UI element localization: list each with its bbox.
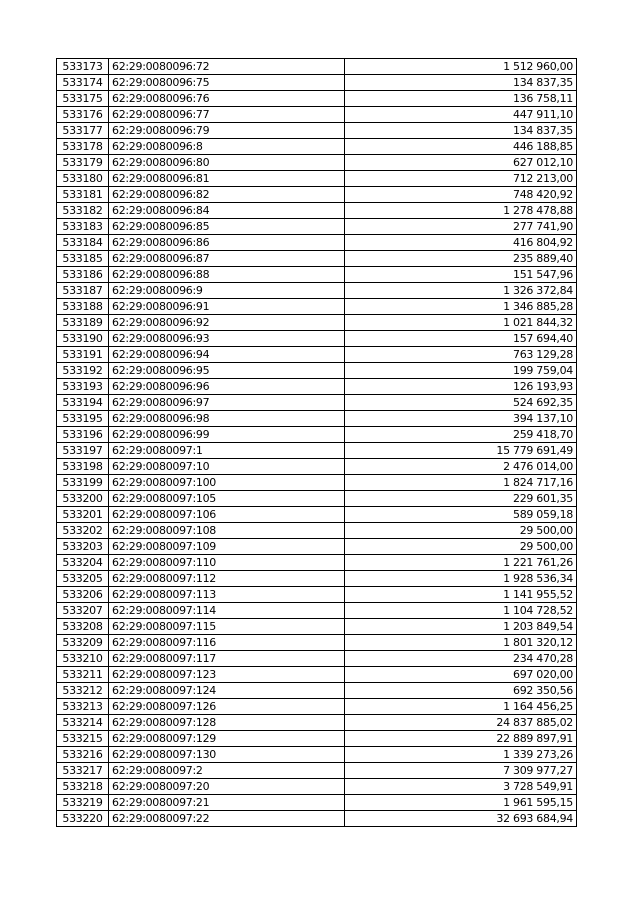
cadastral-number-cell: 62:29:0080097:114 bbox=[109, 603, 345, 619]
table-row bbox=[57, 203, 577, 219]
value-cell: 136 758,11 bbox=[345, 91, 577, 107]
cadastral-number-cell: 62:29:0080097:112 bbox=[109, 571, 345, 587]
table-row bbox=[57, 539, 577, 555]
row-id-cell: 533199 bbox=[57, 475, 109, 491]
cadastral-number-cell: 62:29:0080097:106 bbox=[109, 507, 345, 523]
value-cell: 15 779 691,49 bbox=[345, 443, 577, 459]
table-row bbox=[57, 331, 577, 347]
table-row bbox=[57, 139, 577, 155]
table-row bbox=[57, 363, 577, 379]
table-row bbox=[57, 475, 577, 491]
value-cell: 447 911,10 bbox=[345, 107, 577, 123]
cadastral-number-cell: 62:29:0080096:9 bbox=[109, 283, 345, 299]
cadastral-number-cell: 62:29:0080096:75 bbox=[109, 75, 345, 91]
row-id-cell: 533181 bbox=[57, 187, 109, 203]
row-id-cell: 533204 bbox=[57, 555, 109, 571]
value-cell: 748 420,92 bbox=[345, 187, 577, 203]
cadastral-number-cell: 62:29:0080096:81 bbox=[109, 171, 345, 187]
row-id-cell: 533189 bbox=[57, 315, 109, 331]
table-row bbox=[57, 155, 577, 171]
cadastral-number-cell: 62:29:0080096:80 bbox=[109, 155, 345, 171]
cadastral-number-cell: 62:29:0080097:129 bbox=[109, 731, 345, 747]
row-id-cell: 533175 bbox=[57, 91, 109, 107]
cadastral-number-cell: 62:29:0080097:109 bbox=[109, 539, 345, 555]
cadastral-number-cell: 62:29:0080096:91 bbox=[109, 299, 345, 315]
table-row bbox=[57, 75, 577, 91]
row-id-cell: 533214 bbox=[57, 715, 109, 731]
table-row bbox=[57, 347, 577, 363]
cadastral-number-cell: 62:29:0080096:76 bbox=[109, 91, 345, 107]
row-id-cell: 533183 bbox=[57, 219, 109, 235]
row-id-cell: 533216 bbox=[57, 747, 109, 763]
value-cell: 2 476 014,00 bbox=[345, 459, 577, 475]
cadastral-number-cell: 62:29:0080097:22 bbox=[109, 811, 345, 827]
table-row bbox=[57, 795, 577, 811]
table-row bbox=[57, 59, 577, 75]
table-row bbox=[57, 667, 577, 683]
cadastral-number-cell: 62:29:0080097:113 bbox=[109, 587, 345, 603]
value-cell: 1 961 595,15 bbox=[345, 795, 577, 811]
cadastral-number-cell: 62:29:0080097:116 bbox=[109, 635, 345, 651]
value-cell: 1 164 456,25 bbox=[345, 699, 577, 715]
table-row bbox=[57, 235, 577, 251]
value-cell: 29 500,00 bbox=[345, 523, 577, 539]
row-id-cell: 533215 bbox=[57, 731, 109, 747]
row-id-cell: 533220 bbox=[57, 811, 109, 827]
row-id-cell: 533208 bbox=[57, 619, 109, 635]
value-cell: 126 193,93 bbox=[345, 379, 577, 395]
row-id-cell: 533187 bbox=[57, 283, 109, 299]
row-id-cell: 533211 bbox=[57, 667, 109, 683]
value-cell: 29 500,00 bbox=[345, 539, 577, 555]
cadastral-number-cell: 62:29:0080096:86 bbox=[109, 235, 345, 251]
table-row bbox=[57, 555, 577, 571]
value-cell: 151 547,96 bbox=[345, 267, 577, 283]
row-id-cell: 533207 bbox=[57, 603, 109, 619]
cadastral-number-cell: 62:29:0080097:115 bbox=[109, 619, 345, 635]
row-id-cell: 533203 bbox=[57, 539, 109, 555]
value-cell: 24 837 885,02 bbox=[345, 715, 577, 731]
value-cell: 134 837,35 bbox=[345, 123, 577, 139]
row-id-cell: 533217 bbox=[57, 763, 109, 779]
value-cell: 1 339 273,26 bbox=[345, 747, 577, 763]
table-row bbox=[57, 779, 577, 795]
row-id-cell: 533184 bbox=[57, 235, 109, 251]
table-row bbox=[57, 251, 577, 267]
table-row bbox=[57, 267, 577, 283]
cadastral-value-table bbox=[56, 58, 577, 827]
value-cell: 697 020,00 bbox=[345, 667, 577, 683]
cadastral-number-cell: 62:29:0080096:95 bbox=[109, 363, 345, 379]
cadastral-number-cell: 62:29:0080097:126 bbox=[109, 699, 345, 715]
value-cell: 235 889,40 bbox=[345, 251, 577, 267]
table-row bbox=[57, 811, 577, 827]
row-id-cell: 533182 bbox=[57, 203, 109, 219]
cadastral-number-cell: 62:29:0080096:97 bbox=[109, 395, 345, 411]
row-id-cell: 533197 bbox=[57, 443, 109, 459]
cadastral-number-cell: 62:29:0080097:10 bbox=[109, 459, 345, 475]
value-cell: 692 350,56 bbox=[345, 683, 577, 699]
table-row bbox=[57, 411, 577, 427]
value-cell: 1 141 955,52 bbox=[345, 587, 577, 603]
value-cell: 524 692,35 bbox=[345, 395, 577, 411]
row-id-cell: 533200 bbox=[57, 491, 109, 507]
value-cell: 1 104 728,52 bbox=[345, 603, 577, 619]
cadastral-number-cell: 62:29:0080096:87 bbox=[109, 251, 345, 267]
row-id-cell: 533202 bbox=[57, 523, 109, 539]
cadastral-number-cell: 62:29:0080096:96 bbox=[109, 379, 345, 395]
value-cell: 627 012,10 bbox=[345, 155, 577, 171]
row-id-cell: 533188 bbox=[57, 299, 109, 315]
table-row bbox=[57, 107, 577, 123]
row-id-cell: 533191 bbox=[57, 347, 109, 363]
table-row bbox=[57, 427, 577, 443]
table-row bbox=[57, 187, 577, 203]
value-cell: 32 693 684,94 bbox=[345, 811, 577, 827]
value-cell: 446 188,85 bbox=[345, 139, 577, 155]
row-id-cell: 533210 bbox=[57, 651, 109, 667]
value-cell: 199 759,04 bbox=[345, 363, 577, 379]
cadastral-number-cell: 62:29:0080096:79 bbox=[109, 123, 345, 139]
cadastral-number-cell: 62:29:0080096:8 bbox=[109, 139, 345, 155]
cadastral-number-cell: 62:29:0080096:84 bbox=[109, 203, 345, 219]
value-cell: 7 309 977,27 bbox=[345, 763, 577, 779]
row-id-cell: 533218 bbox=[57, 779, 109, 795]
value-cell: 1 326 372,84 bbox=[345, 283, 577, 299]
value-cell: 1 278 478,88 bbox=[345, 203, 577, 219]
table-row bbox=[57, 571, 577, 587]
row-id-cell: 533213 bbox=[57, 699, 109, 715]
table-row bbox=[57, 379, 577, 395]
cadastral-number-cell: 62:29:0080096:99 bbox=[109, 427, 345, 443]
value-cell: 589 059,18 bbox=[345, 507, 577, 523]
table-row bbox=[57, 763, 577, 779]
row-id-cell: 533194 bbox=[57, 395, 109, 411]
row-id-cell: 533206 bbox=[57, 587, 109, 603]
cadastral-number-cell: 62:29:0080097:117 bbox=[109, 651, 345, 667]
table-row bbox=[57, 395, 577, 411]
cadastral-number-cell: 62:29:0080097:123 bbox=[109, 667, 345, 683]
table-row bbox=[57, 283, 577, 299]
row-id-cell: 533174 bbox=[57, 75, 109, 91]
cadastral-number-cell: 62:29:0080096:92 bbox=[109, 315, 345, 331]
cadastral-number-cell: 62:29:0080097:20 bbox=[109, 779, 345, 795]
cadastral-number-cell: 62:29:0080097:130 bbox=[109, 747, 345, 763]
row-id-cell: 533176 bbox=[57, 107, 109, 123]
value-cell: 1 824 717,16 bbox=[345, 475, 577, 491]
value-cell: 22 889 897,91 bbox=[345, 731, 577, 747]
cadastral-number-cell: 62:29:0080097:1 bbox=[109, 443, 345, 459]
row-id-cell: 533205 bbox=[57, 571, 109, 587]
row-id-cell: 533178 bbox=[57, 139, 109, 155]
cadastral-number-cell: 62:29:0080097:124 bbox=[109, 683, 345, 699]
table-row bbox=[57, 683, 577, 699]
cadastral-number-cell: 62:29:0080096:72 bbox=[109, 59, 345, 75]
row-id-cell: 533193 bbox=[57, 379, 109, 395]
value-cell: 416 804,92 bbox=[345, 235, 577, 251]
table-row bbox=[57, 123, 577, 139]
table-row bbox=[57, 747, 577, 763]
value-cell: 1 021 844,32 bbox=[345, 315, 577, 331]
cadastral-number-cell: 62:29:0080096:77 bbox=[109, 107, 345, 123]
cadastral-number-cell: 62:29:0080096:85 bbox=[109, 219, 345, 235]
table-row bbox=[57, 635, 577, 651]
table-row bbox=[57, 523, 577, 539]
row-id-cell: 533173 bbox=[57, 59, 109, 75]
value-cell: 394 137,10 bbox=[345, 411, 577, 427]
cadastral-number-cell: 62:29:0080097:110 bbox=[109, 555, 345, 571]
table-body bbox=[57, 59, 577, 827]
table-row bbox=[57, 715, 577, 731]
value-cell: 763 129,28 bbox=[345, 347, 577, 363]
row-id-cell: 533185 bbox=[57, 251, 109, 267]
row-id-cell: 533180 bbox=[57, 171, 109, 187]
row-id-cell: 533209 bbox=[57, 635, 109, 651]
table-row bbox=[57, 315, 577, 331]
table-row bbox=[57, 219, 577, 235]
table-row bbox=[57, 299, 577, 315]
row-id-cell: 533196 bbox=[57, 427, 109, 443]
table-row bbox=[57, 699, 577, 715]
value-cell: 1 801 320,12 bbox=[345, 635, 577, 651]
cadastral-number-cell: 62:29:0080097:105 bbox=[109, 491, 345, 507]
value-cell: 134 837,35 bbox=[345, 75, 577, 91]
table-row bbox=[57, 459, 577, 475]
value-cell: 3 728 549,91 bbox=[345, 779, 577, 795]
cadastral-number-cell: 62:29:0080097:21 bbox=[109, 795, 345, 811]
value-cell: 259 418,70 bbox=[345, 427, 577, 443]
row-id-cell: 533179 bbox=[57, 155, 109, 171]
table-row bbox=[57, 587, 577, 603]
table-row bbox=[57, 603, 577, 619]
row-id-cell: 533192 bbox=[57, 363, 109, 379]
row-id-cell: 533186 bbox=[57, 267, 109, 283]
cadastral-number-cell: 62:29:0080097:2 bbox=[109, 763, 345, 779]
cadastral-number-cell: 62:29:0080097:100 bbox=[109, 475, 345, 491]
cadastral-number-cell: 62:29:0080096:98 bbox=[109, 411, 345, 427]
table-row bbox=[57, 171, 577, 187]
table-row bbox=[57, 731, 577, 747]
value-cell: 157 694,40 bbox=[345, 331, 577, 347]
value-cell: 229 601,35 bbox=[345, 491, 577, 507]
value-cell: 1 221 761,26 bbox=[345, 555, 577, 571]
cadastral-number-cell: 62:29:0080096:82 bbox=[109, 187, 345, 203]
value-cell: 1 928 536,34 bbox=[345, 571, 577, 587]
value-cell: 1 203 849,54 bbox=[345, 619, 577, 635]
row-id-cell: 533201 bbox=[57, 507, 109, 523]
table-row bbox=[57, 651, 577, 667]
table-row bbox=[57, 619, 577, 635]
table-row bbox=[57, 91, 577, 107]
cadastral-number-cell: 62:29:0080097:128 bbox=[109, 715, 345, 731]
value-cell: 1 512 960,00 bbox=[345, 59, 577, 75]
cadastral-number-cell: 62:29:0080096:93 bbox=[109, 331, 345, 347]
value-cell: 1 346 885,28 bbox=[345, 299, 577, 315]
value-cell: 234 470,28 bbox=[345, 651, 577, 667]
value-cell: 277 741,90 bbox=[345, 219, 577, 235]
row-id-cell: 533212 bbox=[57, 683, 109, 699]
cadastral-number-cell: 62:29:0080097:108 bbox=[109, 523, 345, 539]
row-id-cell: 533177 bbox=[57, 123, 109, 139]
cadastral-number-cell: 62:29:0080096:88 bbox=[109, 267, 345, 283]
table-row bbox=[57, 443, 577, 459]
table-row bbox=[57, 491, 577, 507]
row-id-cell: 533190 bbox=[57, 331, 109, 347]
value-cell: 712 213,00 bbox=[345, 171, 577, 187]
row-id-cell: 533198 bbox=[57, 459, 109, 475]
row-id-cell: 533195 bbox=[57, 411, 109, 427]
cadastral-number-cell: 62:29:0080096:94 bbox=[109, 347, 345, 363]
table-row bbox=[57, 507, 577, 523]
row-id-cell: 533219 bbox=[57, 795, 109, 811]
